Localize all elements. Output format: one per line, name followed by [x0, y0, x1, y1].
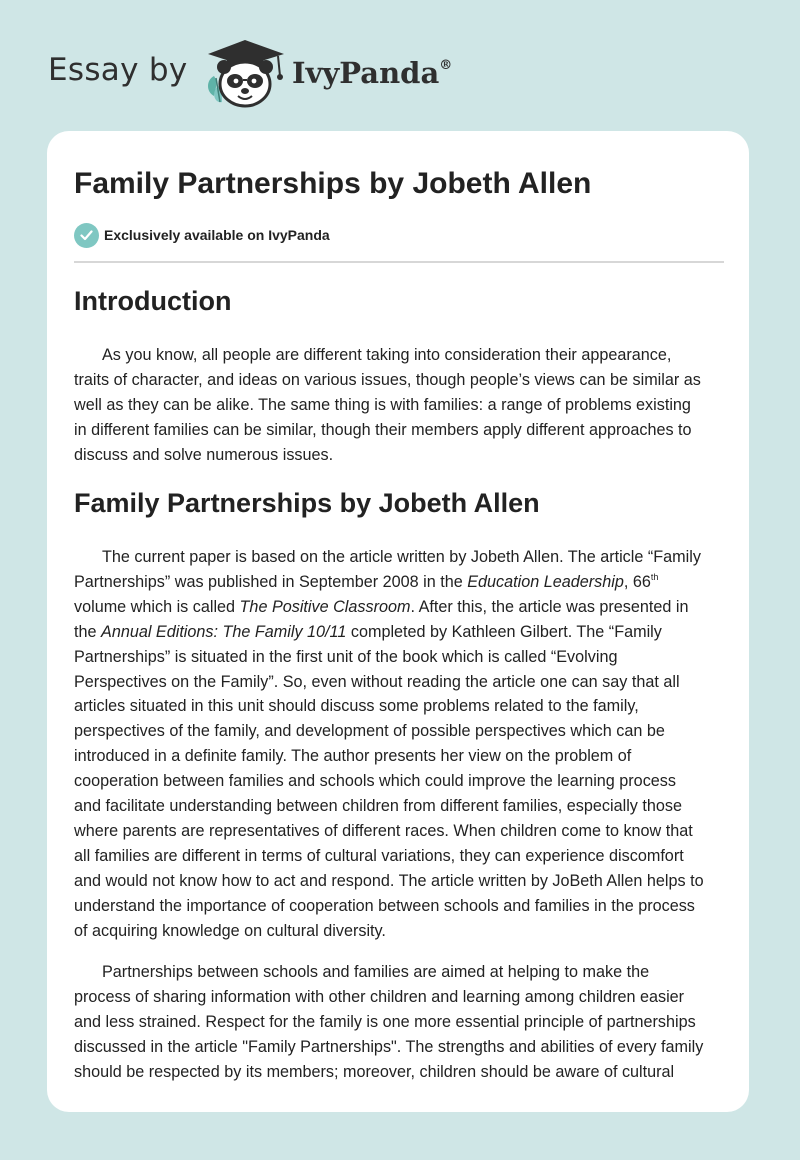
exclusive-badge [74, 222, 330, 248]
brand-name: IvyPanda® [292, 56, 453, 90]
brand-prefix: Essay by [48, 52, 188, 88]
panda-graduate-icon [200, 36, 290, 108]
check-icon [74, 223, 99, 248]
badge-text: Exclusively available on IvyPanda [104, 227, 330, 243]
site-header [0, 0, 800, 130]
page-title: Family Partnerships by Jobeth Allen [74, 167, 592, 200]
introduction-paragraph: As you know, all people are different taking into consideration their appearance, traits of character, and ideas on various issues, though people’s views can be similar as well as they can be alike. The same thing is with families: a range of problems existing in different families can be similar, though their members apply different approaches to discuss and solve numerous issues. [74, 346, 701, 464]
divider [74, 261, 724, 263]
body-paragraph-2: Partnerships between schools and families are aimed at helping to make the process of sharing information with other children and learning among children easier and less strained. Respect for the family is one more essential principle of partnerships discussed in the article "Family Partnerships". The strengths and abilities of every family should be respected by its members; moreover, children should be aware of cultural [74, 963, 704, 1081]
essay-card [47, 131, 749, 1112]
section-heading-family-partnerships: Family Partnerships by Jobeth Allen [74, 488, 540, 518]
body-paragraph-1: The current paper is based on the article written by Jobeth Allen. The article “Family Partnerships” was published in September 2008 in the Education Leadership, 66th volume which is called The Positive Classroom. After this, the article was presented in the Annual Editions: The Family 10/11 completed by Kathleen Gilbert. The “Family Partnerships” is situated in the first unit of the book which is called “Evolving Perspectives on the Family”. So, even without reading the article one can say that all articles situated in this unit should discuss some problems related to the family, perspectives of the family, and development of possible perspectives which can be introduced in a definite family. The author presents her view on the problem of cooperation between families and schools which could improve the learning process and facilitate understanding between children from different families, especially those where parents are representatives of different races. When children come to know that all families are different in terms of cultural variations, they can experience discomfort and would not know how to act and respond. The article written by JoBeth Allen helps to understand the importance of cooperation between schools and families in the process of acquiring knowledge on cultural diversity. [74, 548, 704, 940]
section-heading-introduction: Introduction [74, 286, 232, 316]
